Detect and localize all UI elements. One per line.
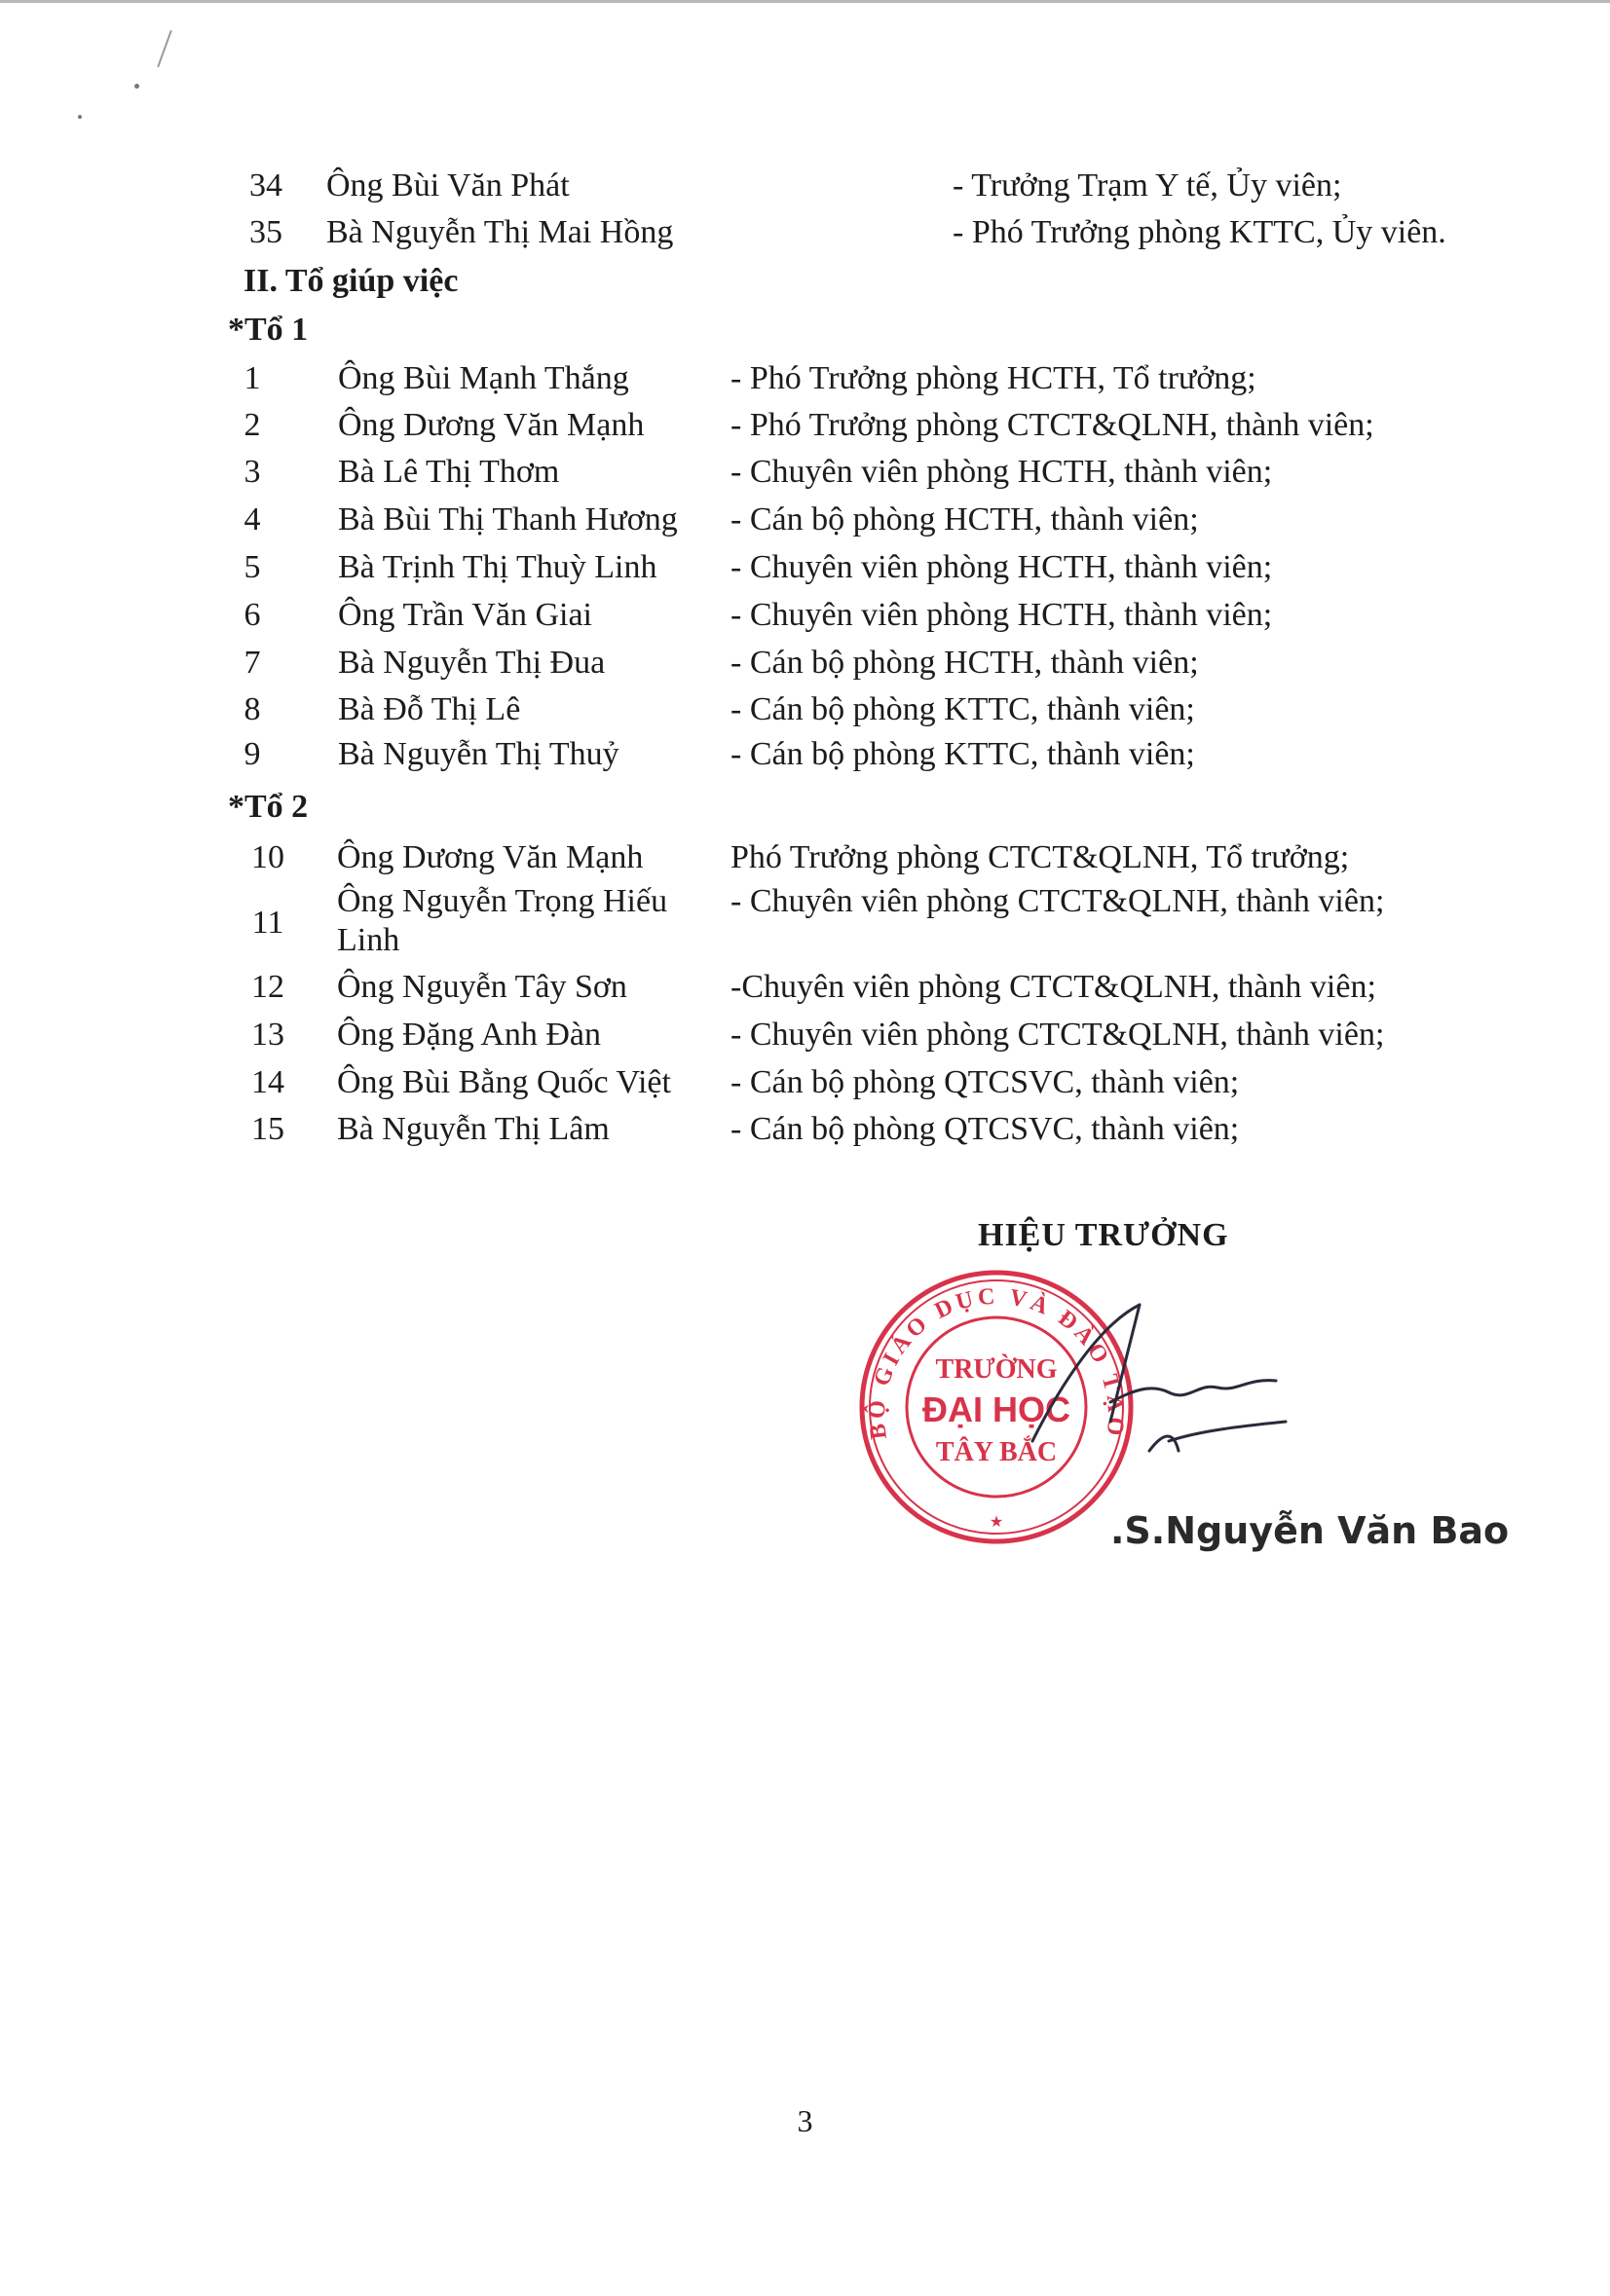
group1-row xyxy=(208,545,1406,590)
row-number: 8 xyxy=(243,691,261,727)
member-name: Bà Lê Thị Thơm xyxy=(338,454,560,490)
row-number: 6 xyxy=(243,597,261,633)
page-number: 3 xyxy=(797,2103,813,2138)
member-role: - Chuyên viên phòng CTCT&QLNH, thành viên; xyxy=(730,883,1385,919)
scan-speck xyxy=(78,115,82,119)
member-name: Bà Trịnh Thị Thuỳ Linh xyxy=(338,549,657,585)
group1-row xyxy=(208,356,1406,401)
member-name: Bà Bùi Thị Thanh Hương xyxy=(338,501,678,537)
member-name: Ông Dương Văn Mạnh xyxy=(337,839,644,875)
council-row-35 xyxy=(222,210,1446,255)
page-top-border xyxy=(0,0,1610,3)
row-number: 11 xyxy=(251,905,284,941)
row-number: 10 xyxy=(251,839,284,875)
row-number: 2 xyxy=(243,407,261,443)
row-number: 34 xyxy=(249,167,282,204)
member-role: - Phó Trưởng phòng CTCT&QLNH, thành viên; xyxy=(730,407,1374,443)
stamp-line-2: ĐẠI HỌC xyxy=(922,1389,1070,1429)
row-number: 14 xyxy=(251,1064,284,1100)
member-name: Ông Đặng Anh Đàn xyxy=(337,1017,602,1053)
row-number: 1 xyxy=(243,360,261,396)
group2-row xyxy=(224,882,1412,962)
member-name: Ông Nguyễn Tây Sơn xyxy=(337,969,627,1005)
member-name: Ông Trần Văn Giai xyxy=(338,597,592,633)
row-number: 5 xyxy=(243,549,261,585)
member-role: - Phó Trưởng phòng HCTH, Tổ trưởng; xyxy=(730,360,1256,396)
group2-row xyxy=(224,1013,1412,1057)
row-number: 12 xyxy=(251,969,284,1005)
member-name: Ông Bùi Mạnh Thắng xyxy=(338,360,629,396)
group1-row xyxy=(208,687,1406,732)
member-role: - Cán bộ phòng QTCSVC, thành viên; xyxy=(730,1111,1240,1147)
member-role: - Cán bộ phòng HCTH, thành viên; xyxy=(730,501,1199,537)
row-number: 9 xyxy=(243,736,261,772)
stamp-line-1: TRƯỜNG xyxy=(935,1354,1058,1385)
signature-title: HIỆU TRƯỞNG xyxy=(978,1217,1229,1253)
member-name-continued: Linh xyxy=(337,922,400,958)
row-number: 4 xyxy=(243,501,261,537)
member-role: - Cán bộ phòng KTTC, thành viên; xyxy=(730,736,1195,772)
member-role: - Trưởng Trạm Y tế, Ủy viên; xyxy=(953,167,1342,204)
member-name: Ông Bùi Bằng Quốc Việt xyxy=(337,1064,671,1100)
scan-mark xyxy=(157,30,172,67)
member-role: -Chuyên viên phòng CTCT&QLNH, thành viên; xyxy=(730,969,1376,1005)
row-number: 3 xyxy=(243,454,261,490)
stamp-ring-text: BỘ GIÁO DỤC VÀ ĐÀO TẠO xyxy=(864,1283,1129,1441)
member-role: - Cán bộ phòng KTTC, thành viên; xyxy=(730,691,1195,727)
row-number: 35 xyxy=(249,214,282,250)
member-role: - Chuyên viên phòng CTCT&QLNH, thành viên; xyxy=(730,1017,1385,1053)
group2-row xyxy=(224,1060,1412,1105)
member-name: Ông Dương Văn Mạnh xyxy=(338,407,645,443)
member-name: Ông Nguyễn Trọng Hiếu xyxy=(337,883,668,919)
group-1-label: *Tổ 1 xyxy=(228,312,309,348)
row-number: 7 xyxy=(243,645,261,681)
scan-speck xyxy=(134,84,139,89)
group1-row xyxy=(208,498,1406,542)
group1-row xyxy=(208,593,1406,638)
member-role: - Cán bộ phòng HCTH, thành viên; xyxy=(730,645,1199,681)
row-number: 13 xyxy=(251,1017,284,1053)
svg-text:★: ★ xyxy=(989,1514,1004,1531)
group2-row xyxy=(224,835,1412,880)
group1-row xyxy=(208,450,1406,495)
member-name: Bà Nguyễn Thị Lâm xyxy=(337,1111,610,1147)
member-role: - Chuyên viên phòng HCTH, thành viên; xyxy=(730,597,1273,633)
group1-row xyxy=(208,641,1406,685)
member-name: Bà Nguyễn Thị Đua xyxy=(338,645,606,681)
group1-row xyxy=(208,732,1406,777)
group2-row xyxy=(224,1107,1412,1152)
group-2-label: *Tổ 2 xyxy=(228,789,309,825)
section-title: II. Tổ giúp việc xyxy=(243,263,459,299)
council-row-34 xyxy=(222,164,1391,208)
member-name: Bà Nguyễn Thị Mai Hồng xyxy=(326,214,674,250)
signer-name: .S.Nguyễn Văn Bao xyxy=(1110,1509,1510,1552)
group2-row xyxy=(224,965,1412,1010)
stamp-line-3: TÂY BẮC xyxy=(935,1437,1058,1467)
row-number: 15 xyxy=(251,1111,284,1147)
member-name: Ông Bùi Văn Phát xyxy=(326,167,570,204)
member-role: - Cán bộ phòng QTCSVC, thành viên; xyxy=(730,1064,1240,1100)
handwritten-signature xyxy=(993,1285,1305,1480)
group1-row xyxy=(208,403,1406,448)
member-name: Bà Đỗ Thị Lê xyxy=(338,691,521,727)
member-role: - Phó Trưởng phòng KTTC, Ủy viên. xyxy=(953,214,1446,250)
member-role: - Chuyên viên phòng HCTH, thành viên; xyxy=(730,454,1273,490)
member-role: Phó Trưởng phòng CTCT&QLNH, Tổ trưởng; xyxy=(730,839,1350,875)
member-name: Bà Nguyễn Thị Thuỷ xyxy=(338,736,619,772)
member-role: - Chuyên viên phòng HCTH, thành viên; xyxy=(730,549,1273,585)
